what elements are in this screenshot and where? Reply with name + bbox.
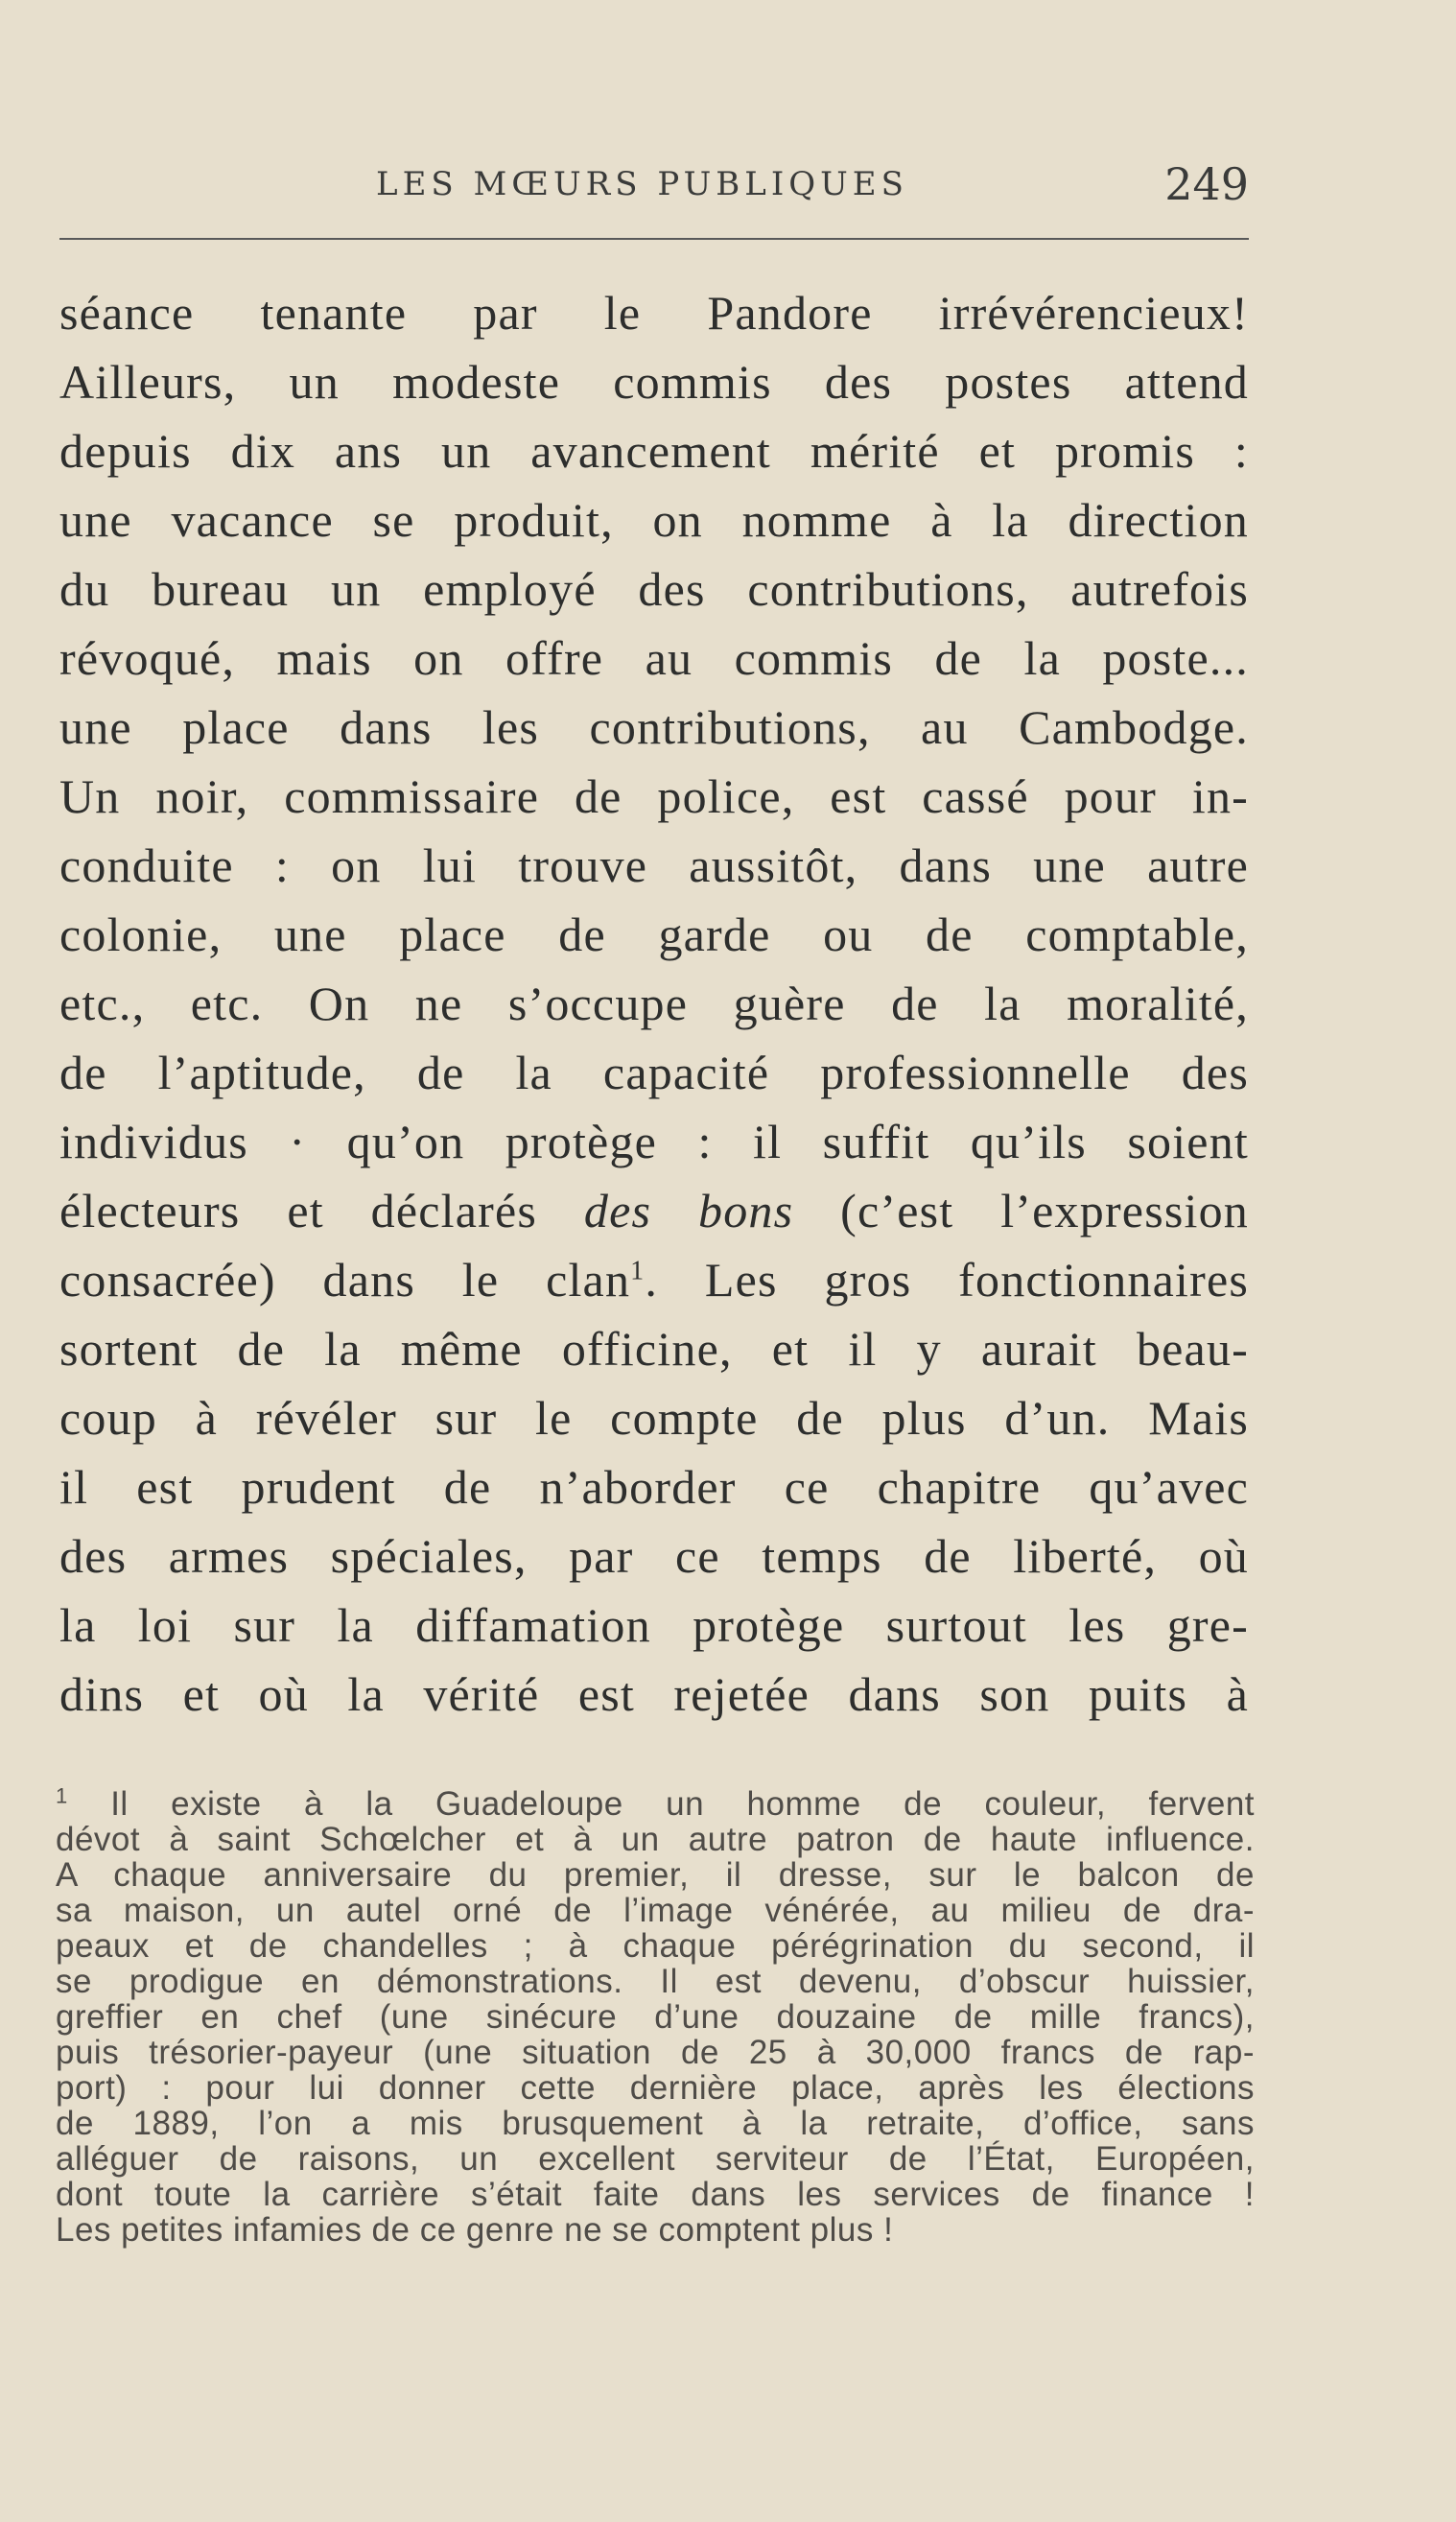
text-line: du bureau un employé des contributions, autrefois	[59, 562, 1249, 616]
text-segment: consacrée) dans le clan	[59, 1253, 631, 1307]
footnote-reference: 1	[630, 1256, 646, 1286]
page-header	[59, 153, 1249, 221]
text-segment: (c’est l’expression	[840, 1184, 1249, 1237]
italic-phrase: des bons	[583, 1184, 794, 1237]
text-line: individus · qu’on protège : il suffit qu’ils soient	[59, 1115, 1249, 1168]
footnote-block	[56, 1783, 1256, 2249]
header-rule	[59, 238, 1249, 240]
text-line: etc., etc. On ne s’occupe guère de la moralité,	[59, 977, 1249, 1030]
text-segment: . Les gros fonctionnaires	[645, 1253, 1249, 1307]
footnote-line: alléguer de raisons, un excellent serviteur de l’État, Européen,	[56, 2140, 1255, 2178]
text-line: de l’aptitude, de la capacité professionnelle des	[59, 1046, 1249, 1099]
running-title: LES MŒURS PUBLIQUES	[376, 165, 908, 203]
footnote-line: A chaque anniversaire du premier, il dresse, sur le balcon de	[56, 1856, 1255, 1894]
text-line: il est prudent de n’aborder ce chapitre qu’avec	[59, 1460, 1249, 1514]
footnote-line: se prodigue en démonstrations. Il est devenu, d’obscur huissier,	[56, 1963, 1255, 2000]
footnote-line: sa maison, un autel orné de l’image vénérée, au milieu de dra-	[56, 1892, 1255, 1929]
text-line: séance tenante par le Pandore irrévérencieux!	[59, 286, 1249, 340]
footnote-line: dont toute la carrière s’était faite dans les services de finance !	[56, 2176, 1255, 2213]
text-line: révoqué, mais on offre au commis de la poste...	[59, 631, 1249, 685]
text-line: conduite : on lui trouve aussitôt, dans une autre	[59, 838, 1249, 892]
footnote-line	[56, 1783, 1256, 1823]
text-line	[59, 1245, 1249, 1314]
text-line: Un noir, commissaire de police, est cassé pour in-	[59, 769, 1249, 823]
footnote-mark: 1	[56, 1783, 68, 1808]
footnote-line: port) : pour lui donner cette dernière place, après les élections	[56, 2069, 1255, 2107]
footnote-line: Les petites infamies de ce genre ne se comptent plus !	[56, 2211, 894, 2249]
footnote-line: puis trésorier-payeur (une situation de 25 à 30,000 francs de rap-	[56, 2034, 1255, 2071]
text-segment: électeurs et déclarés	[59, 1184, 538, 1237]
text-line: dins et où la vérité est rejetée dans son puits à	[59, 1667, 1249, 1721]
footnote-line: greffier en chef (une sinécure d’une douzaine de mille francs),	[56, 1998, 1255, 2036]
text-line: sortent de la même officine, et il y aurait beau-	[59, 1322, 1249, 1376]
footnote-line: peaux et de chandelles ; à chaque pérégrination du second, il	[56, 1927, 1255, 1965]
text-line: colonie, une place de garde ou de comptable,	[59, 907, 1249, 961]
footnote-line: dévot à saint Schœlcher et à un autre patron de haute influence.	[56, 1821, 1255, 1858]
text-line	[59, 1176, 1249, 1245]
page-number: 249	[1164, 158, 1249, 210]
text-line: Ailleurs, un modeste commis des postes attend	[59, 355, 1249, 409]
text-line: une place dans les contributions, au Cambodge.	[59, 700, 1249, 754]
main-text	[59, 278, 1249, 1729]
text-line: coup à révéler sur le compte de plus d’un. Mais	[59, 1391, 1249, 1445]
text-line: des armes spéciales, par ce temps de liberté, où	[59, 1529, 1249, 1583]
text-line: la loi sur la diffamation protège surtout les gre-	[59, 1598, 1249, 1652]
text-line: depuis dix ans un avancement mérité et promis :	[59, 424, 1249, 478]
footnote-line: de 1889, l’on a mis brusquement à la retraite, d’office, sans	[56, 2105, 1255, 2142]
text-line: une vacance se produit, on nomme à la direction	[59, 493, 1249, 547]
footnote-text: Il existe à la Guadeloupe un homme de couleur, fervent	[110, 1785, 1256, 1823]
